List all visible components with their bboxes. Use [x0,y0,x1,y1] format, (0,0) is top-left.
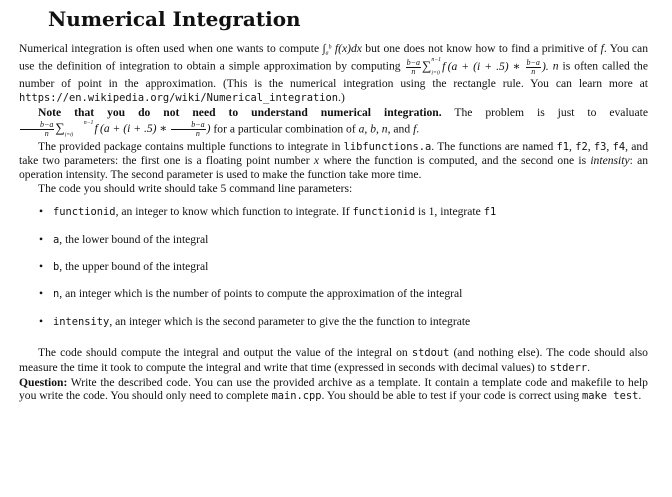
note-paragraph: Note that you do not need to understand numerical integration. The problem is just to evaluate $\frac{b-a}{n}$ ∑ $^{n-1}$ $_{i=0}$f (a + (i + .5) ∗ $\frac{b-a}{n}$ ) for a particular combination of a, b, n, and f. [19,106,648,140]
list-item: • b, the upper bound of the integral [19,260,648,275]
parameter-list [19,205,648,330]
output-paragraph: The code should compute the integral and output the value of the integral on stdout (and nothing else). The code should also measure the time it took to compute the integral and write that time (expressed in seconds with decimal values) to stderr. [19,345,648,374]
integral-expression: $\int_a^b$ f(x)dx [322,42,362,57]
package-paragraph: The provided package contains multiple functions to integrate in libfunctions.a. The functions are named f1, f2, f3, f4, and take two parameters: the first one is a floating point number x where the function is computed, and the second one is intensity: an operation intensity. The second parameter is used to make the function take more time. [19,139,649,182]
riemann-sum-formula-2: $\frac{b-a}{n}$ ∑ $^{n-1}$ $_{i=0}$f (a + (i + .5) ∗ $\frac{b-a}{n}$ ) [19,122,211,135]
list-item: • functionid, an integer to know which function to integrate. If functionid is 1, integrate f1 [19,205,648,220]
list-item: • intensity, an integer which is the second parameter to give the the function to integrate [19,315,648,330]
intro-paragraph: Numerical integration is often used when one wants to compute $\int_a^b$ f(x)dx but one does not know how to find a primitive of f. You can use the definition of integration to obtain a simple approximation by computing $\frac{b-a}{n}$ ∑$^{n-1}$ $_{i=0}$f (a + (i + .5) ∗ $\frac{b-a}{n}$ ). n is often called the number of point in the approximation. (This is the numerical integration using the rectangle rule. You can learn more at https://en.wikipedia.org/wiki/Numerical_integration.) [19,42,648,105]
list-item: • n, an integer which is the number of points to compute the approximation of the integral [19,287,648,302]
question-paragraph: Question: Write the described code. You can use the provided archive as a template. It contain a template code and makefile to help you write the code. You should only need to complete main.cpp. You should be able to test if your code is correct using make test. [19,375,648,403]
riemann-sum-formula: $\frac{b-a}{n}$ ∑$^{n-1}$ $_{i=0}$f (a + (i + .5) ∗ $\frac{b-a}{n}$ ). [406,57,549,77]
list-item: • a, the lower bound of the integral [19,233,648,248]
wikipedia-url[interactable]: https://en.wikipedia.org/wiki/Numerical_integration [19,92,339,105]
params-intro: The code you should write should take 5 command line parameters: [38,182,353,196]
page-title: Numerical Integration [48,7,301,31]
